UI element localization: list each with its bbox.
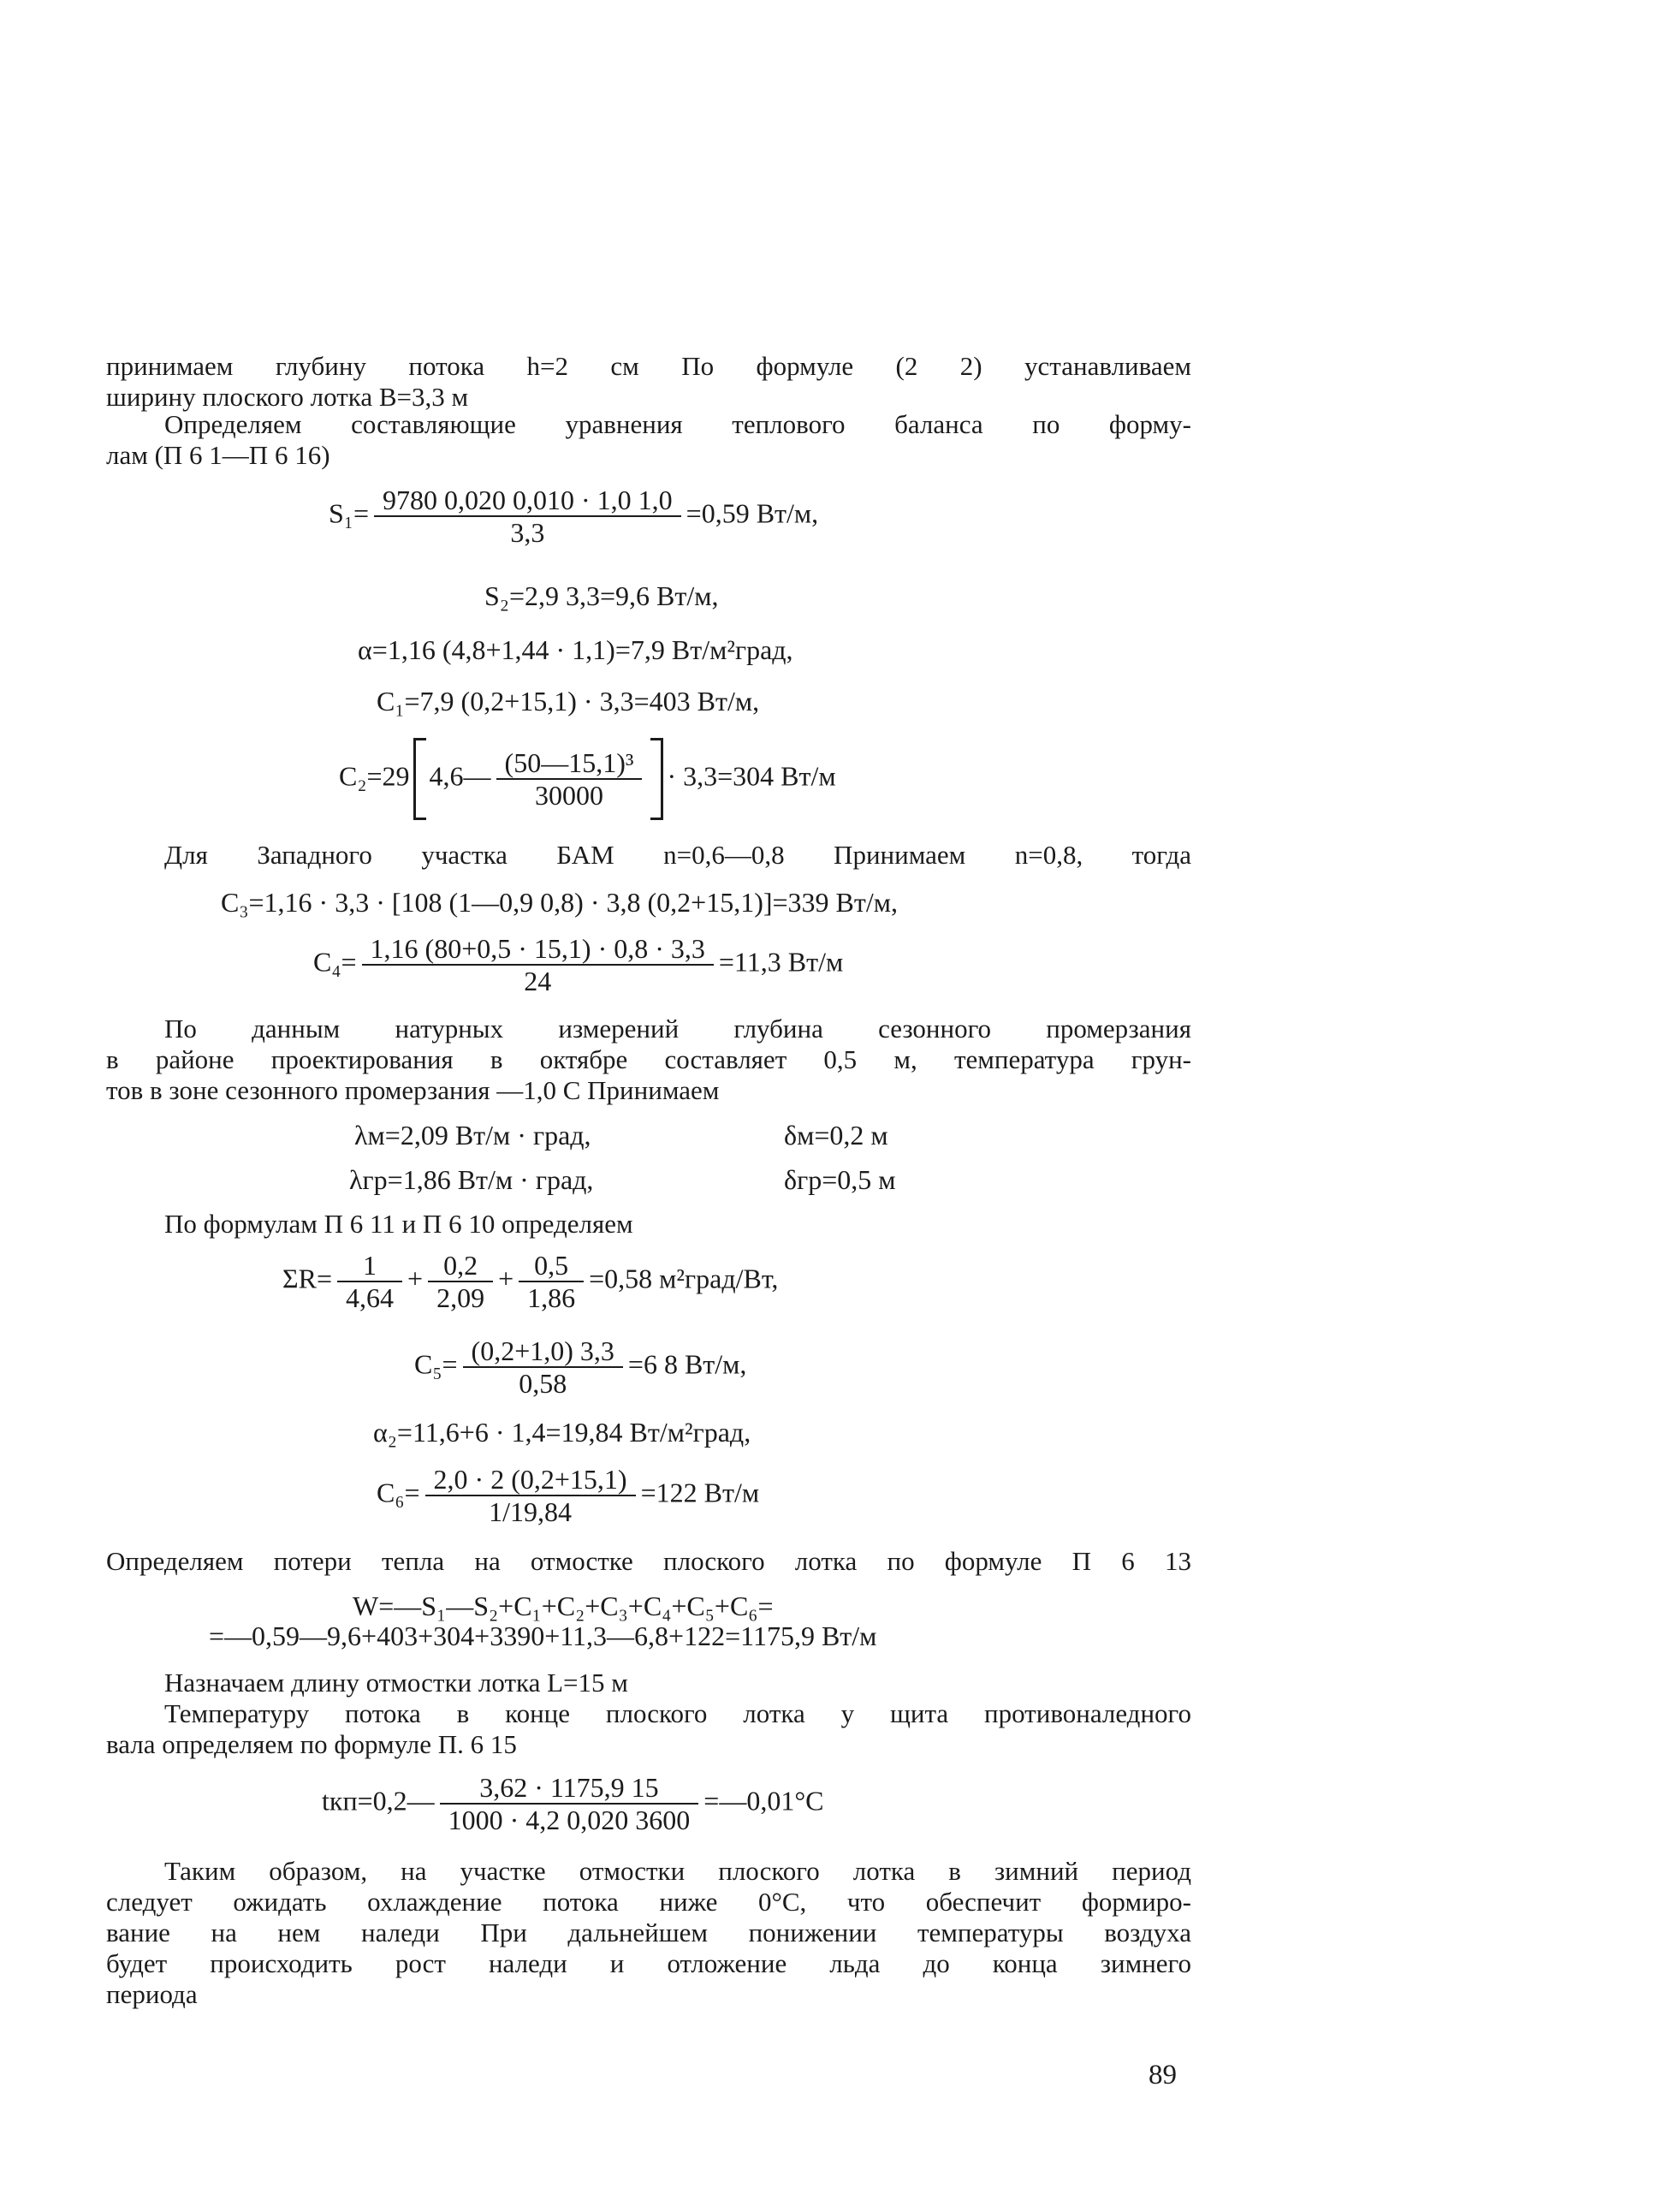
text-line: Назначаем длину отмостки лотка L=15 м	[164, 1668, 628, 1698]
paragraph-3	[106, 840, 1191, 871]
paragraph-8	[106, 1698, 1191, 1760]
text-line: принимаем глубину потока h=2 см По формуле (2 2) устанавливаем	[106, 351, 1191, 381]
equation-w1: W=—S₁—S₂+C₁+C₂+C₃+C₄+C₅+C₆=	[353, 1591, 774, 1621]
equation-c1: C₁=7,9 (0,2+15,1) · 3,3=403 Вт/м,	[377, 686, 760, 717]
equation-c3: C₃=1,16 · 3,3 · [108 (1—0,9 0,8) · 3,8 (0,2+15,1)]=339 Вт/м,	[221, 887, 899, 918]
text-line: вала определяем по формуле П. 6 15	[106, 1729, 517, 1759]
equation-t-kp: tкп=0,2— $\frac{3,62 \cdot 1175,9 15}{1000 \cdot 4,2 0,020 3600}$ =—0,01°C	[322, 1772, 824, 1835]
text-line: Для Западного участка БАМ n=0,6—0,8 Принимаем n=0,8, тогда	[164, 840, 1191, 870]
paragraph-1	[106, 351, 1191, 413]
equation-s2: S₂=2,9 3,3=9,6 Вт/м,	[484, 580, 719, 611]
equation-alpha2: α₂=11,6+6 · 1,4=19,84 Вт/м²град,	[373, 1417, 751, 1448]
text-line: Таким образом, на участке отмостки плоского лотка в зимний период	[164, 1856, 1191, 1886]
equation-alpha: α=1,16 (4,8+1,44 · 1,1)=7,9 Вт/м²град,	[358, 634, 793, 665]
text-line: По формулам П 6 11 и П 6 10 определяем	[164, 1209, 633, 1239]
equation-sum-r: ΣR= $\frac{1}{4,64}$ + $\frac{0,2}{2,09}$ + $\frac{0,5}{1,86}$ =0,58 м²град/Вт,	[282, 1250, 779, 1313]
text-line: следует ожидать охлаждение потока ниже 0°C, что обеспечит формиро-	[106, 1887, 1191, 1917]
text-line: лам (П 6 1—П 6 16)	[106, 440, 330, 470]
equation-c6: C₆= $\frac{2,0 \cdot 2 (0,2+15,1)}{1/19,84}$ =122 Вт/м	[377, 1464, 760, 1527]
paragraph-5	[106, 1209, 1191, 1240]
param-delta-m: δм=0,2 м	[784, 1120, 888, 1151]
param-delta-gr: δгр=0,5 м	[784, 1164, 896, 1195]
paragraph-6	[106, 1546, 1191, 1577]
paragraph-4	[106, 1014, 1191, 1106]
equation-c2: C₂=29 4,6— $\frac{\text{(50—15,1)³}}{30000}$ · 3,3=304 Вт/м	[339, 738, 836, 820]
paragraph-7	[106, 1668, 1191, 1698]
equation-c5: C₅= $\frac{(0,2+1,0) 3,3}{0,58}$ =6 8 Вт/м,	[414, 1335, 747, 1399]
text-line: периода	[106, 1979, 198, 2009]
text-line: Температуру потока в конце плоского лотка у щита противоналедного	[164, 1698, 1191, 1728]
text-line: ширину плоского лотка B=3,3 м	[106, 382, 469, 412]
param-lambda-gr: λгр=1,86 Вт/м · град,	[349, 1164, 594, 1195]
text-line: в районе проектирования в октябре составляет 0,5 м, температура грун-	[106, 1044, 1191, 1074]
text-line: Определяем потери тепла на отмостке плоского лотка по формуле П 6 13	[106, 1546, 1191, 1576]
paragraph-2	[106, 409, 1191, 471]
equation-w2: =—0,59—9,6+403+304+3390+11,3—6,8+122=1175,9 Вт/м	[209, 1620, 877, 1651]
paragraph-9	[106, 1856, 1191, 2010]
page-number: 89	[1149, 2060, 1177, 2090]
equation-s1: S₁= $\frac{9780 0,020 0,010 \cdot 1,0 1,0}{3,3}$ =0,59 Вт/м,	[329, 485, 819, 548]
text-line: По данным натурных измерений глубина сезонного промерзания	[164, 1014, 1191, 1044]
text-line: будет происходить рост наледи и отложение льда до конца зимнего	[106, 1948, 1191, 1978]
equation-c4: C₄= $\frac{1,16 (80+0,5 \cdot 15,1) \cdot 0,8 \cdot 3,3}{24}$ =11,3 Вт/м	[313, 933, 844, 996]
text-line: тов в зоне сезонного промерзания —1,0 С Принимаем	[106, 1075, 720, 1105]
text-line: Определяем составляющие уравнения теплового баланса по форму-	[164, 409, 1191, 439]
text-line: вание на нем наледи При дальнейшем понижении температуры воздуха	[106, 1918, 1191, 1947]
param-lambda-m: λм=2,09 Вт/м · град,	[354, 1120, 591, 1151]
